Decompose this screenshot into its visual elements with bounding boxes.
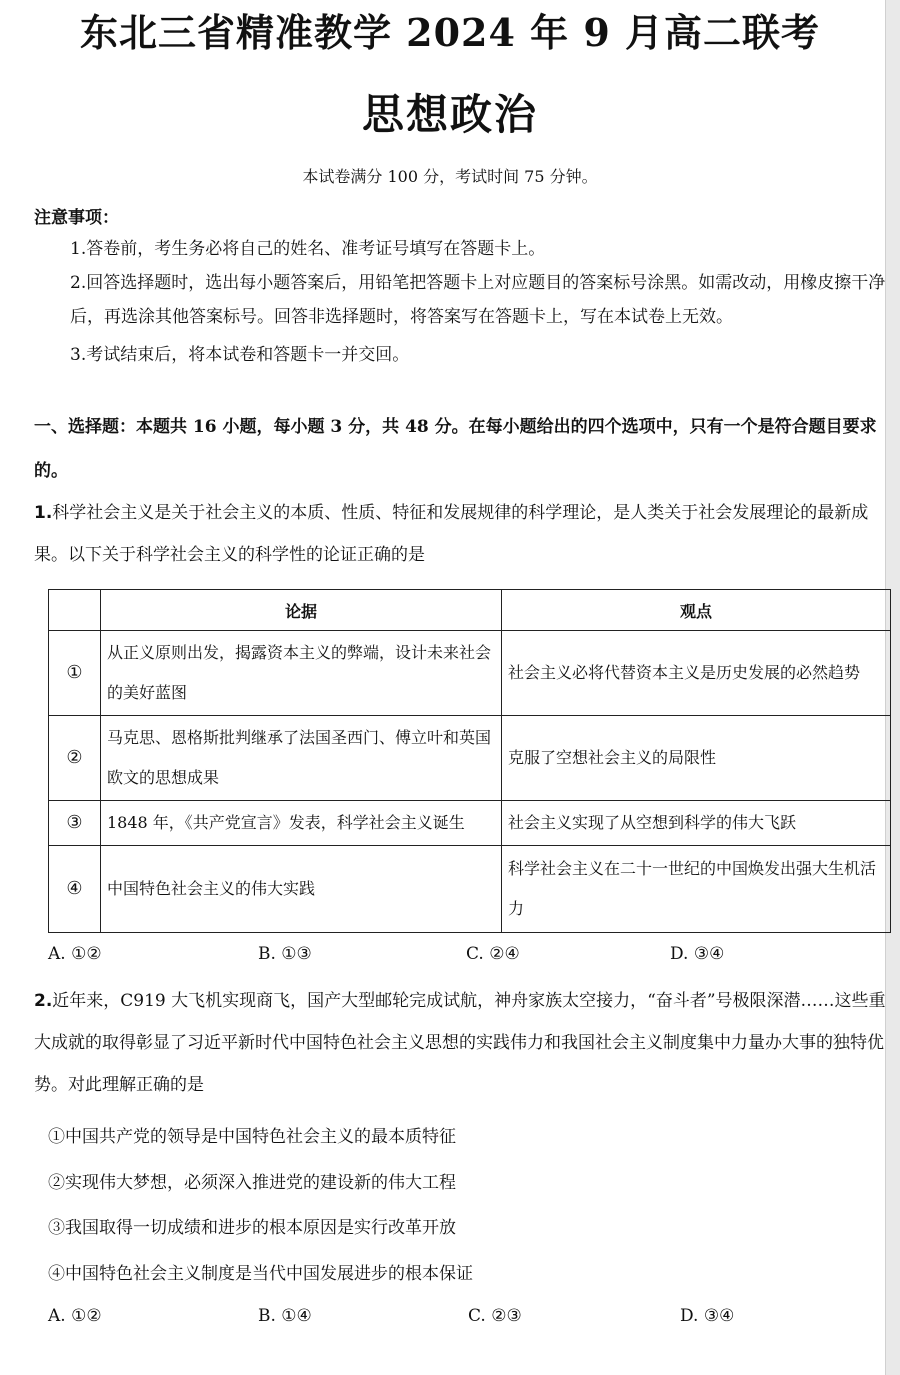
question-stem: 近年来，C919 大飞机实现商飞，国产大型邮轮完成试航，神舟家族太空接力，“奋斗者”号极限深潜……这些重大成就的取得彰显了习近平新时代中国特色社会主义思想的实践伟力和我国社会主义制度集中力量办大事的独特优势。对此理解正确的是 [34,991,886,1095]
table-header-row [49,590,891,631]
row-view: 社会主义必将代替资本主义是历史发展的必然趋势 [502,631,891,716]
row-index: ④ [49,846,101,933]
section-heading: 一、选择题：本题共 16 小题，每小题 3 分，共 48 分。在每小题给出的四个选项中，只有一个是符合题目要求的。 [34,417,877,481]
notice-item: 3.考试结束后，将本试卷和答题卡一并交回。 [70,345,410,365]
row-basis: 马克思、恩格斯批判继承了法国圣西门、傅立叶和英国欧文的思想成果 [101,716,502,801]
statement: ②实现伟大梦想，必须深入推进党的建设新的伟大工程 [48,1173,456,1193]
row-basis: 从正义原则出发，揭露资本主义的弊端，设计未来社会的美好蓝图 [101,631,502,716]
row-index: ① [49,631,101,716]
exam-meta: 本试卷满分 100 分，考试时间 75 分钟。 [302,167,598,186]
row-view: 克服了空想社会主义的局限性 [502,716,891,801]
row-view: 科学社会主义在二十一世纪的中国焕发出强大生机活力 [502,846,891,933]
statement: ①中国共产党的领导是中国特色社会主义的最本质特征 [48,1127,456,1147]
option-c[interactable]: C. ②③ [468,1306,522,1326]
question-stem: 科学社会主义是关于社会主义的本质、性质、特征和发展规律的科学理论，是人类关于社会发展理论的最新成果。以下关于科学社会主义的科学性的论证正确的是 [34,503,869,565]
table-row [49,631,891,716]
question-1 [34,492,894,576]
statement: ③我国取得一切成绩和进步的根本原因是实行改革开放 [48,1218,456,1238]
row-index: ② [49,716,101,801]
row-index: ③ [49,801,101,846]
question-number: 1. [34,503,53,523]
option-a[interactable]: A. ①② [48,1306,102,1326]
argument-table [48,589,891,933]
option-a[interactable]: A. ①② [48,944,102,964]
table-header: 观点 [502,590,891,631]
table-header [49,590,101,631]
option-b[interactable]: B. ①④ [258,1306,312,1326]
table-row [49,716,891,801]
option-b[interactable]: B. ①③ [258,944,312,964]
notice-heading: 注意事项： [34,208,119,228]
table-row [49,801,891,846]
exam-title: 东北三省精准教学 2024 年 9 月高二联考 [79,10,821,55]
option-c[interactable]: C. ②④ [466,944,520,964]
option-d[interactable]: D. ③④ [670,944,725,964]
statement: ④中国特色社会主义制度是当代中国发展进步的根本保证 [48,1264,473,1284]
row-basis: 中国特色社会主义的伟大实践 [101,846,502,933]
table-row [49,846,891,933]
notice-item: 2.回答选择题时，选出每小题答案后，用铅笔把答题卡上对应题目的答案标号涂黑。如需改动，用橡皮擦干净后，再选涂其他答案标号。回答非选择题时，将答案写在答题卡上，写在本试卷上无效。 [70,273,886,327]
subject-title: 思想政治 [361,90,538,139]
table-header: 论据 [101,590,502,631]
question-number: 2. [34,991,53,1011]
option-d[interactable]: D. ③④ [680,1306,735,1326]
question-2 [34,980,894,1106]
notice-item: 1.答卷前，考生务必将自己的姓名、准考证号填写在答题卡上。 [70,239,546,259]
row-view: 社会主义实现了从空想到科学的伟大飞跃 [502,801,891,846]
row-basis: 1848 年，《共产党宣言》发表，科学社会主义诞生 [101,801,502,846]
